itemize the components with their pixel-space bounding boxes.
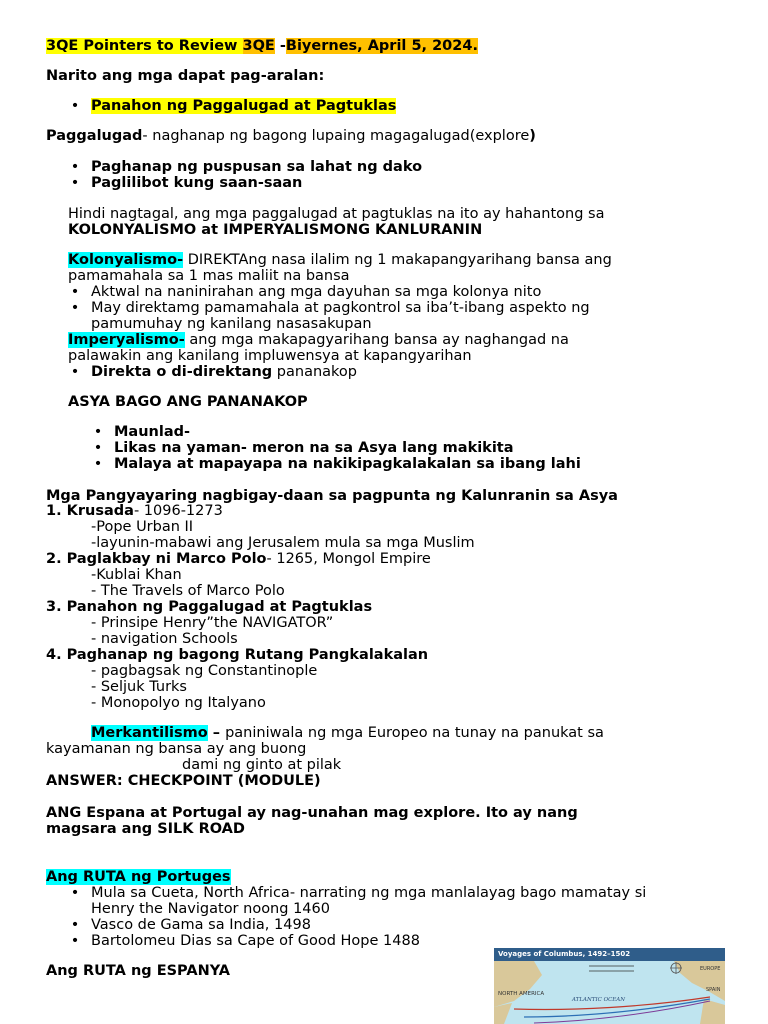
map-graphic	[494, 961, 725, 1024]
sub-item: -Kublai Khan	[91, 567, 182, 583]
list-item: Malaya at mapayapa na nakikipagkalakalan sa ibang lahi	[114, 456, 581, 472]
ruta-portuges-heading	[46, 869, 231, 886]
item-number: 3.	[46, 599, 67, 615]
item-number: 1.	[46, 503, 67, 519]
paggalugad-definition	[46, 128, 536, 145]
topic-bullet	[91, 98, 396, 115]
item-number: 2.	[46, 551, 67, 567]
kolonyalismo-def: DIREKTAng nasa ilalim ng 1 makapangyarihang bansa ang	[183, 252, 612, 268]
sub-item: - pagbagsak ng Constantinople	[91, 663, 318, 679]
item-rest: - 1096-1273	[133, 503, 223, 519]
imperyalismo-def-line2: palawakin ang kanilang impluwensya at kapangyarihan	[68, 348, 472, 364]
list-item: May direktamg pamamahala at pagkontrol sa iba’t-ibang aspekto ng	[91, 300, 590, 316]
numbered-item	[46, 551, 431, 568]
title-date: Biyernes, April 5, 2024.	[285, 38, 478, 54]
imperyalismo-definition	[68, 332, 569, 349]
item-rest: - 1265, Mongol Empire	[266, 551, 431, 567]
kolonyalismo-def-line2: pamamahala sa 1 mas maliit na bansa	[68, 268, 350, 284]
item-title: Krusada	[66, 503, 134, 519]
ruta-espanya-heading: Ang RUTA ng ESPANYA	[46, 963, 231, 979]
sub-item: -Pope Urban II	[91, 519, 194, 535]
map-label-atlantic: ATLANTIC OCEAN	[572, 997, 626, 1003]
item-title: Paghanap ng bagong Rutang Pangkalakalan	[66, 647, 429, 663]
sub-item: - Monopolyo ng Italyano	[91, 695, 266, 711]
map-label-europe: EUROPE	[700, 966, 721, 972]
bullet-icon: •	[93, 424, 103, 440]
list-item: Paglilibot kung saan-saan	[91, 175, 303, 191]
topic-bullet-text: Panahon ng Paggalugad at Pagtuklas	[91, 98, 397, 114]
list-item: Mula sa Cueta, North Africa- narrating ng mga manlalayag bago mamatay si	[91, 885, 647, 901]
bullet-icon: •	[70, 885, 80, 901]
imperyalismo-def: ang mga makapagyarihang bansa ay naghangad na	[184, 332, 569, 348]
page-title	[46, 38, 478, 55]
bullet-icon: •	[70, 98, 80, 114]
list-item: Likas na yaman- meron na sa Asya lang makikita	[114, 440, 514, 456]
merkantilismo-def-line3: dami ng ginto at pilak	[182, 757, 342, 773]
merkantilismo-dash: –	[207, 725, 226, 741]
title-sep: -	[274, 38, 286, 54]
numbered-item	[46, 647, 428, 664]
outcome-line2: KOLONYALISMO at IMPERYALISMONG KANLURANIN	[68, 222, 483, 238]
merkantilismo-def-line2: kayamanan ng bansa ay ang buong	[46, 741, 307, 757]
list-item: Vasco de Gama sa India, 1498	[91, 917, 311, 933]
paggalugad-close: )	[529, 128, 536, 144]
paggalugad-term: Paggalugad	[46, 128, 143, 144]
list-item-continued: Henry the Navigator noong 1460	[91, 901, 330, 917]
bullet-icon: •	[70, 917, 80, 933]
paggalugad-def: - naghanap ng bagong lupaing magagalugad(explore	[142, 128, 530, 144]
list-item: Paghanap ng puspusan sa lahat ng dako	[91, 159, 423, 175]
asya-heading: ASYA BAGO ANG PANANAKOP	[68, 394, 308, 410]
kolonyalismo-term: Kolonyalismo-	[68, 252, 184, 268]
list-item: Maunlad-	[114, 424, 191, 440]
list-item: Aktwal na naninirahan ang mga dayuhan sa mga kolonya nito	[91, 284, 542, 300]
bullet-icon: •	[70, 284, 80, 300]
list-item: Bartolomeu Dias sa Cape of Good Hope 1488	[91, 933, 420, 949]
title-part2: 3QE	[242, 38, 275, 54]
bullet-icon: •	[70, 364, 80, 380]
answer-line: ANSWER: CHECKPOINT (MODULE)	[46, 773, 321, 789]
item-title: Panahon ng Paggalugad at Pagtuklas	[66, 599, 373, 615]
list-item-continued: pamumuhay ng kanilang nasasakupan	[91, 316, 372, 332]
item-title: Paglakbay ni Marco Polo	[66, 551, 267, 567]
map-label-spain: SPAIN	[706, 987, 721, 993]
bullet-icon: •	[70, 300, 80, 316]
imperyalismo-bullet-bold: Direkta o di-direktang	[91, 364, 273, 380]
map-title: Voyages of Columbus, 1492–1502	[494, 948, 725, 961]
espana-line1: ANG Espana at Portugal ay nag-unahan mag explore. Ito ay nang	[46, 805, 578, 821]
sub-item: - Prinsipe Henry”the NAVIGATOR”	[91, 615, 334, 631]
title-part1: 3QE Pointers to Review	[46, 38, 243, 54]
map-label-north-america: NORTH AMERICA	[498, 991, 545, 997]
bullet-icon: •	[93, 440, 103, 456]
item-number: 4.	[46, 647, 67, 663]
imperyalismo-bullet-rest: pananakop	[272, 364, 357, 380]
merkantilismo-definition	[91, 725, 604, 742]
merkantilismo-def: paniniwala ng mga Europeo na tunay na panukat sa	[225, 725, 604, 741]
sub-item: - navigation Schools	[91, 631, 238, 647]
kolonyalismo-definition	[68, 252, 612, 269]
list-item	[91, 364, 357, 381]
intro-text: Narito ang mga dapat pag-aralan:	[46, 68, 325, 84]
ruta-portuges-heading-text: Ang RUTA ng Portuges	[46, 869, 231, 885]
sub-item: -layunin-mabawi ang Jerusalem mula sa mga Muslim	[91, 535, 475, 551]
outcome-line1: Hindi nagtagal, ang mga paggalugad at pagtuklas na ito ay hahantong sa	[68, 206, 605, 222]
numbered-item	[46, 503, 223, 520]
bullet-icon: •	[70, 159, 80, 175]
imperyalismo-term: Imperyalismo-	[68, 332, 185, 348]
bullet-icon: •	[70, 175, 80, 191]
bullet-icon: •	[93, 456, 103, 472]
numbered-item	[46, 599, 372, 616]
merkantilismo-term: Merkantilismo	[91, 725, 208, 741]
pangyayari-heading: Mga Pangyayaring nagbigay-daan sa pagpunta ng Kalunranin sa Asya	[46, 488, 618, 504]
sub-item: - Seljuk Turks	[91, 679, 187, 695]
sub-item: - The Travels of Marco Polo	[91, 583, 285, 599]
espana-line2: magsara ang SILK ROAD	[46, 821, 245, 837]
voyages-map-image	[494, 948, 725, 1024]
bullet-icon: •	[70, 933, 80, 949]
